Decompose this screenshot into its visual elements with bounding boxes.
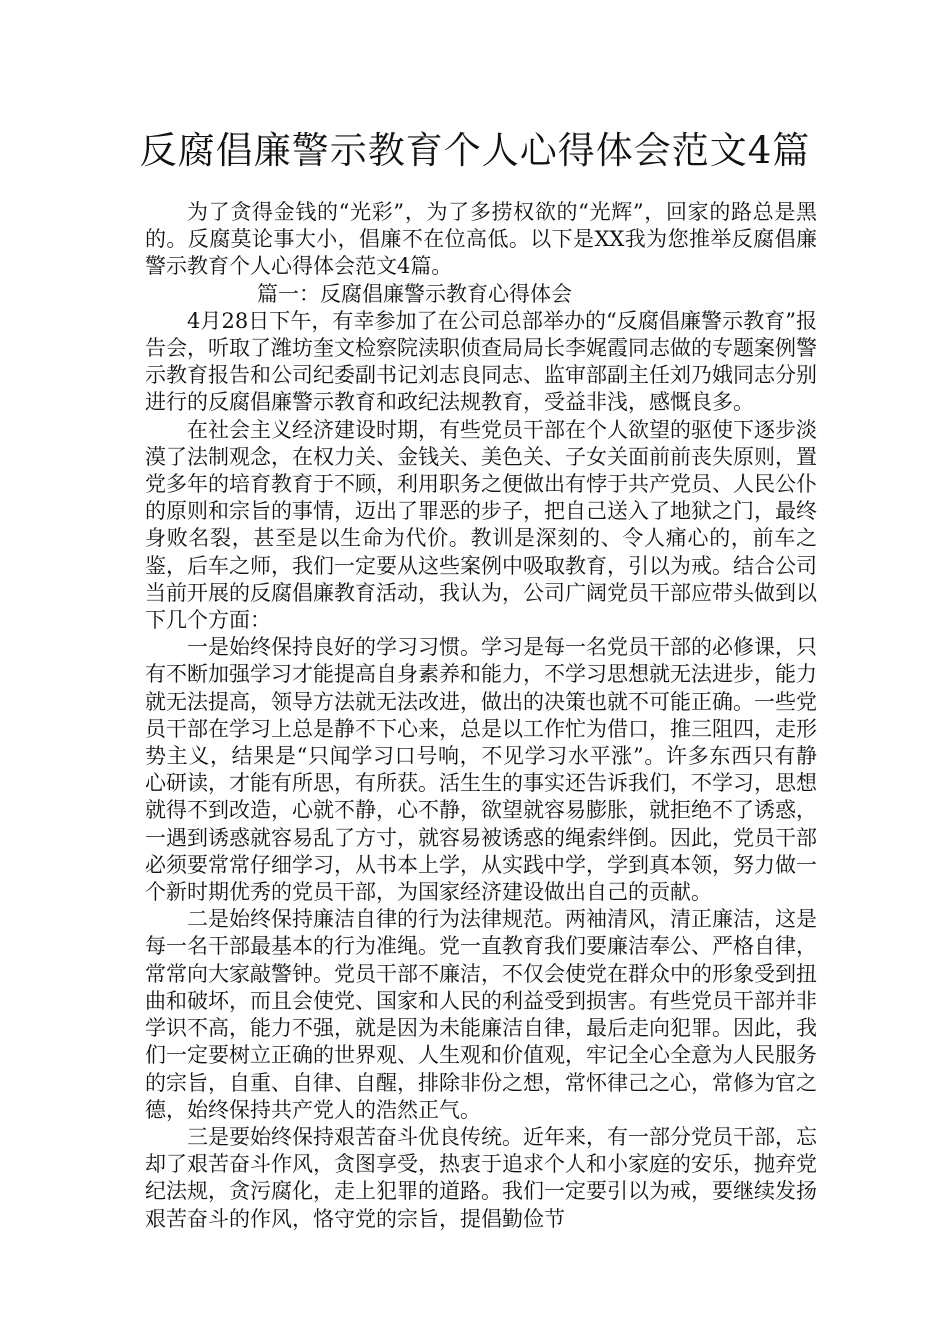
body-paragraph: 4月28日下午，有幸参加了在公司总部举办的“反腐倡廉警示教育”报告会，听取了潍坊奎文检察院渎职侦查局局长李娓霞同志做的专题案例警示教育报告和公司纪委副书记刘志良同志、监审部副主任刘乃娥同志分别进行的反腐倡廉警示教育和政纪法规教育，受益非浅，感慨良多。 <box>145 308 817 415</box>
body-paragraph: 三是要始终保持艰苦奋斗优良传统。近年来，有一部分党员干部，忘却了艰苦奋斗作风，贪图享受，热衷于追求个人和小家庭的安乐，抛弃党纪法规，贪污腐化，走上犯罪的道路。我们一定要引以为戒，要继续发扬艰苦奋斗的作风，恪守党的宗旨，提倡勤俭节 <box>145 1124 817 1231</box>
body-paragraph: 一是始终保持良好的学习习惯。学习是每一名党员干部的必修课，只有不断加强学习才能提高自身素养和能力，不学习思想就无法进步，能力就无法提高，领导方法就无法改进，做出的决策也就不可能正确。一些党员干部在学习上总是静不下心来，总是以工作忙为借口，推三阻四，走形势主义，结果是“只闻学习口号响，不见学习水平涨”。许多东西只有静心研读，才能有所思，有所获。活生生的事实还告诉我们，不学习，思想就得不到改造，心就不静，心不静，欲望就容易膨胀，就拒绝不了诱惑，一遇到诱惑就容易乱了方寸，就容易被诱惑的绳索绊倒。因此，党员干部必须要常常仔细学习，从书本上学，从实践中学，学到真本领，努力做一个新时期优秀的党员干部，为国家经济建设做出自己的贡献。 <box>145 635 817 905</box>
body-paragraph: 在社会主义经济建设时期，有些党员干部在个人欲望的驱使下逐步淡漠了法制观念，在权力关、金钱关、美色关、子女关面前前丧失原则，置党多年的培育教育于不顾，利用职务之便做出有悖于共产党员、人民公仆的原则和宗旨的事情，迈出了罪恶的步子，把自己送入了地狱之门，最终身败名裂，甚至是以生命为代价。教训是深刻的、令人痛心的，前车之鉴，后车之师，我们一定要从这些案例中吸取教育，引以为戒。结合公司当前开展的反腐倡廉教育活动，我认为，公司广阔党员干部应带头做到以下几个方面： <box>145 417 817 633</box>
body-paragraph: 二是始终保持廉洁自律的行为法律规范。两袖清风，清正廉洁，这是每一名干部最基本的行为准绳。党一直教育我们要廉洁奉公、严格自律，常常向大家敲警钟。党员干部不廉洁，不仅会使党在群众中的形象受到扭曲和破坏，而且会使党、国家和人民的利益受到损害。有些党员干部并非学识不高，能力不强，就是因为未能廉洁自律，最后走向犯罪。因此，我们一定要树立正确的世界观、人生观和价值观，牢记全心全意为人民服务的宗旨，自重、自律、自醒，排除非份之想，常怀律己之心，常修为官之德，始终保持共产党人的浩然正气。 <box>145 907 817 1122</box>
section-heading: 篇一：反腐倡廉警示教育心得体会 <box>257 281 572 306</box>
document-body <box>145 199 817 1233</box>
document-title: 反腐倡廉警示教育个人心得体会范文4篇 <box>139 129 811 172</box>
intro-paragraph: 为了贪得金钱的“光彩”，为了多捞权欲的“光辉”，回家的路总是黑的。反腐莫论事大小，倡廉不在位高低。以下是XX我为您推举反腐倡廉警示教育个人心得体会范文4篇。 <box>145 200 817 279</box>
